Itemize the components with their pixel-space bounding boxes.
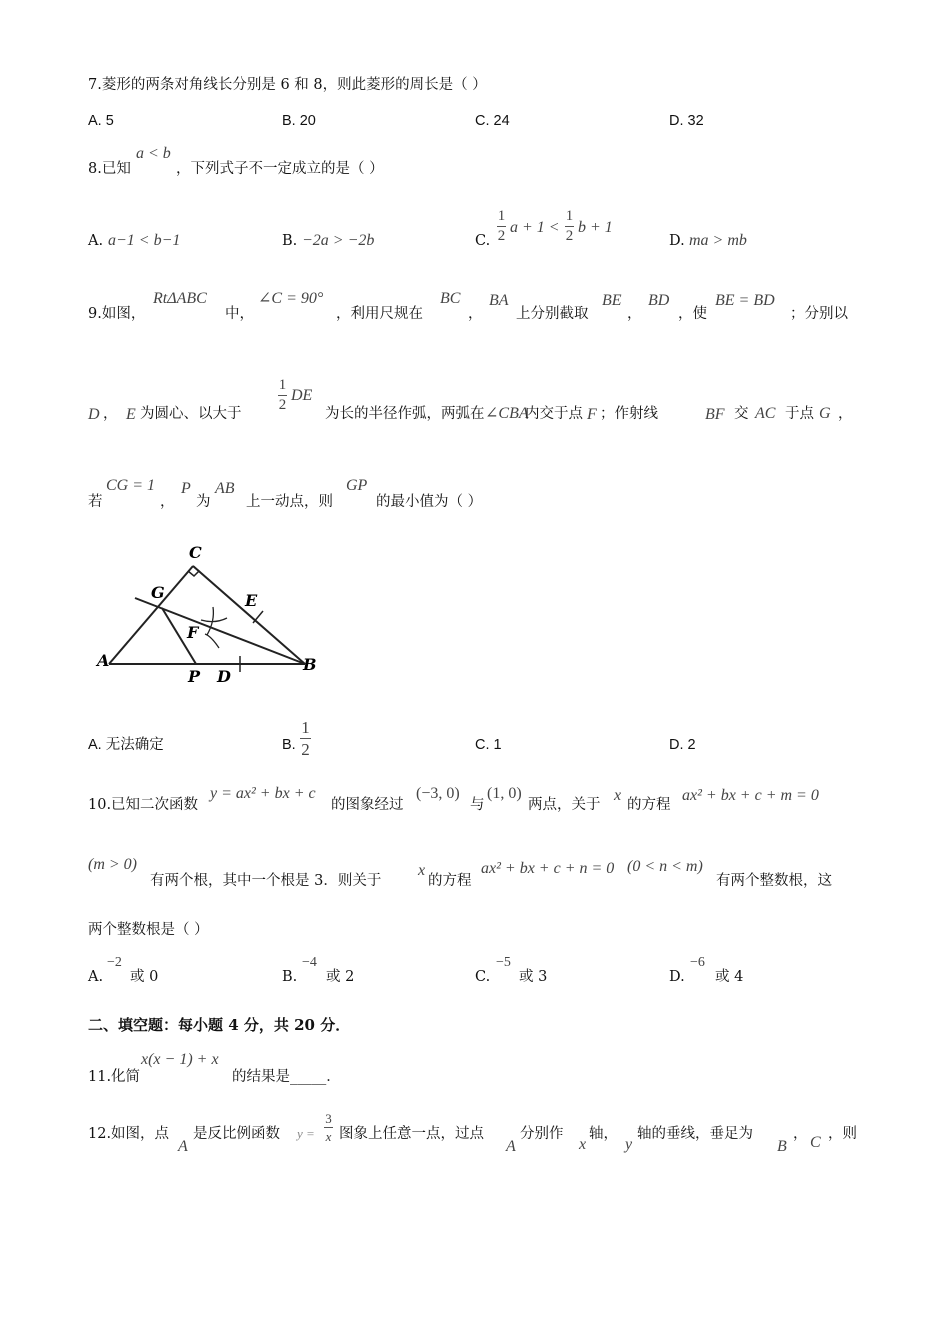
q11-expression: x(x − 1) + x xyxy=(141,1051,219,1068)
label-d: D xyxy=(217,667,231,686)
q9-text: 若 xyxy=(88,494,103,510)
option-label: C. xyxy=(475,969,491,985)
option-rest: 或 4 xyxy=(715,969,744,985)
q12-text: 轴， xyxy=(589,1126,618,1142)
q9-math: G xyxy=(819,405,831,422)
q9-option-b-frac[interactable] xyxy=(300,719,311,758)
q9-text: 交 xyxy=(734,406,749,422)
numerator: 1 xyxy=(565,208,574,224)
q8-prefix: 8.已知 xyxy=(88,161,131,177)
q9-math: AC xyxy=(755,405,776,422)
q9-text: 上分别截取 xyxy=(516,306,589,322)
q9-math: D xyxy=(88,406,100,423)
triangle-figure xyxy=(95,538,335,688)
q10-math: (0 < n < m) xyxy=(627,858,703,875)
q9-math: E xyxy=(126,406,136,423)
option-neg: −4 xyxy=(302,955,317,970)
q12-text: 轴的垂线，垂足为 xyxy=(637,1126,753,1142)
option-rest: 或 2 xyxy=(326,969,355,985)
q9-option-c[interactable]: C. 1 xyxy=(475,737,502,753)
q12-math: C xyxy=(810,1134,821,1151)
q9-math: DE xyxy=(291,387,313,404)
q10-text: 与 xyxy=(470,797,485,813)
q8-option-d-label[interactable]: D. xyxy=(669,233,685,249)
q9-text: 于点 xyxy=(785,406,814,422)
q10-math: x xyxy=(418,862,426,879)
q10-math: ax² + bx + c + m = 0 xyxy=(682,787,819,804)
q9-text: 9.如图， xyxy=(88,306,146,322)
q9-text: ， xyxy=(627,306,642,322)
q12-math: y = xyxy=(297,1126,315,1141)
q9-math: BA xyxy=(489,292,509,309)
q9-text: ， xyxy=(160,494,175,510)
q8-suffix: ，下列式子不一定成立的是（ ） xyxy=(176,161,384,177)
q10-text: 10.已知二次函数 xyxy=(88,797,199,813)
q9-text: 的最小值为（ ） xyxy=(376,494,483,510)
q7-option-b[interactable]: B. 20 xyxy=(282,113,316,129)
q11-suffix: 的结果是_____． xyxy=(232,1069,341,1085)
q7-option-a[interactable]: A. 5 xyxy=(88,113,114,129)
option-rest: 或 3 xyxy=(519,969,548,985)
q8-option-c-label[interactable]: C. xyxy=(475,233,491,249)
q8-option-a-label[interactable]: A. xyxy=(88,233,104,249)
q9-text: 内交于点 xyxy=(525,406,583,422)
q12-text: 是反比例函数 xyxy=(193,1126,280,1142)
q8-condition: a < b xyxy=(136,145,171,162)
q12-text: 12.如图，点 xyxy=(88,1126,170,1142)
q12-fraction xyxy=(324,1112,333,1143)
q10-text: 有两个整数根，这 xyxy=(716,873,832,889)
numerator: 3 xyxy=(325,1111,332,1126)
q12-math: y xyxy=(625,1136,633,1153)
section-2-title: 二、填空题：每小题 4 分，共 20 分． xyxy=(88,1016,351,1034)
q9-text: 为圆心、以大于 xyxy=(140,406,242,422)
label-f: F xyxy=(187,623,199,642)
q9-text: ， xyxy=(103,406,118,422)
q8-option-d[interactable]: ma > mb xyxy=(689,232,747,249)
q7-option-c[interactable]: C. 24 xyxy=(475,113,510,129)
label-p: P xyxy=(188,667,201,686)
option-label: D. xyxy=(669,969,685,985)
q9-text: 上一动点，则 xyxy=(246,494,333,510)
label-e: E xyxy=(245,591,258,610)
q9-math: ∠CBA xyxy=(485,405,529,422)
q8-option-b[interactable]: −2a > −2b xyxy=(302,232,375,249)
q12-text: ，则 xyxy=(828,1126,857,1142)
q10-math: ax² + bx + c + n = 0 xyxy=(481,860,615,877)
option-neg: −5 xyxy=(496,955,511,970)
option-label: A. xyxy=(88,969,104,985)
label-a: A xyxy=(97,651,110,670)
q8-option-b-label[interactable]: B. xyxy=(282,233,298,249)
option-rest: 或 0 xyxy=(130,969,159,985)
q9-option-d[interactable]: D. 2 xyxy=(669,737,696,753)
q10-math: (m > 0) xyxy=(88,856,138,873)
q8-option-c-end[interactable]: b + 1 xyxy=(578,219,613,236)
label-g: G xyxy=(151,583,165,602)
label-b: B xyxy=(303,655,317,674)
option-neg: −6 xyxy=(690,955,705,970)
denominator: 2 xyxy=(301,740,310,759)
numerator: 1 xyxy=(278,377,287,393)
q7-stem: 7.菱形的两条对角线长分别是 6 和 8，则此菱形的周长是（ ） xyxy=(88,77,487,93)
q10-text: 两个整数根是（ ） xyxy=(88,922,209,938)
q9-math: ∠C = 90° xyxy=(258,290,324,307)
q8-option-c-mid[interactable]: a + 1 < xyxy=(510,219,560,236)
q9-math: BE = BD xyxy=(715,292,775,309)
q8-option-c-frac1 xyxy=(497,209,506,244)
q9-math: P xyxy=(181,480,191,497)
q9-text: ， xyxy=(468,306,483,322)
label-c: C xyxy=(189,543,202,562)
denominator: x xyxy=(325,1129,332,1144)
denominator: 2 xyxy=(497,228,506,244)
q12-text: 图象上任意一点，过点 xyxy=(339,1126,484,1142)
q9-text: 为 xyxy=(196,494,211,510)
q9-math: BD xyxy=(648,292,670,309)
q10-text: 的方程 xyxy=(627,797,671,813)
q9-text: ，使 xyxy=(678,306,707,322)
q9-text: ；作射线 xyxy=(600,406,658,422)
q9-math: GP xyxy=(346,477,368,494)
numerator: 1 xyxy=(301,718,310,737)
q12-math: A xyxy=(178,1138,188,1155)
q9-math: BE xyxy=(602,292,622,309)
q10-text: 两点，关于 xyxy=(528,797,601,813)
q8-option-a[interactable]: a−1 < b−1 xyxy=(108,232,181,249)
q10-math: (−3, 0) xyxy=(416,785,460,802)
q12-math: x xyxy=(579,1136,587,1153)
q10-text: 有两个根，其中一个根是 3．则关于 xyxy=(150,873,382,889)
q9-math: BF xyxy=(705,406,725,423)
q12-math: A xyxy=(506,1138,516,1155)
q9-text: 中， xyxy=(225,306,254,322)
q8-option-c-frac2 xyxy=(565,209,574,244)
q9-math: F xyxy=(587,406,597,423)
q10-text: 的方程 xyxy=(428,873,472,889)
q9-text: ；分别以 xyxy=(790,306,848,322)
q10-math: x xyxy=(614,787,622,804)
q9-math: RtΔABC xyxy=(153,290,207,307)
q9-option-a[interactable]: A. 无法确定 xyxy=(88,737,164,753)
q12-text: ， xyxy=(793,1126,808,1142)
q10-text: 的图象经过 xyxy=(331,797,404,813)
q9-text: ，利用尺规在 xyxy=(336,306,423,322)
denominator: 2 xyxy=(278,397,287,413)
numerator: 1 xyxy=(497,208,506,224)
q9-math: AB xyxy=(215,480,235,497)
option-neg: −2 xyxy=(107,955,122,970)
denominator: 2 xyxy=(565,228,574,244)
q11-prefix: 11.化简 xyxy=(88,1069,141,1085)
q9-text: 为长的半径作弧，两弧在 xyxy=(325,406,485,422)
q9-math: CG = 1 xyxy=(106,477,156,494)
option-label: B. xyxy=(282,969,298,985)
q10-math: y = ax² + bx + c xyxy=(210,785,316,802)
q12-math: B xyxy=(777,1138,787,1155)
q10-math: (1, 0) xyxy=(487,785,522,802)
q9-option-b-label[interactable]: B. xyxy=(282,737,296,753)
q9-math: BC xyxy=(440,290,461,307)
q9-half-frac xyxy=(278,378,287,413)
q7-option-d[interactable]: D. 32 xyxy=(669,113,704,129)
q9-text: ， xyxy=(838,406,853,422)
q12-text: 分别作 xyxy=(520,1126,564,1142)
